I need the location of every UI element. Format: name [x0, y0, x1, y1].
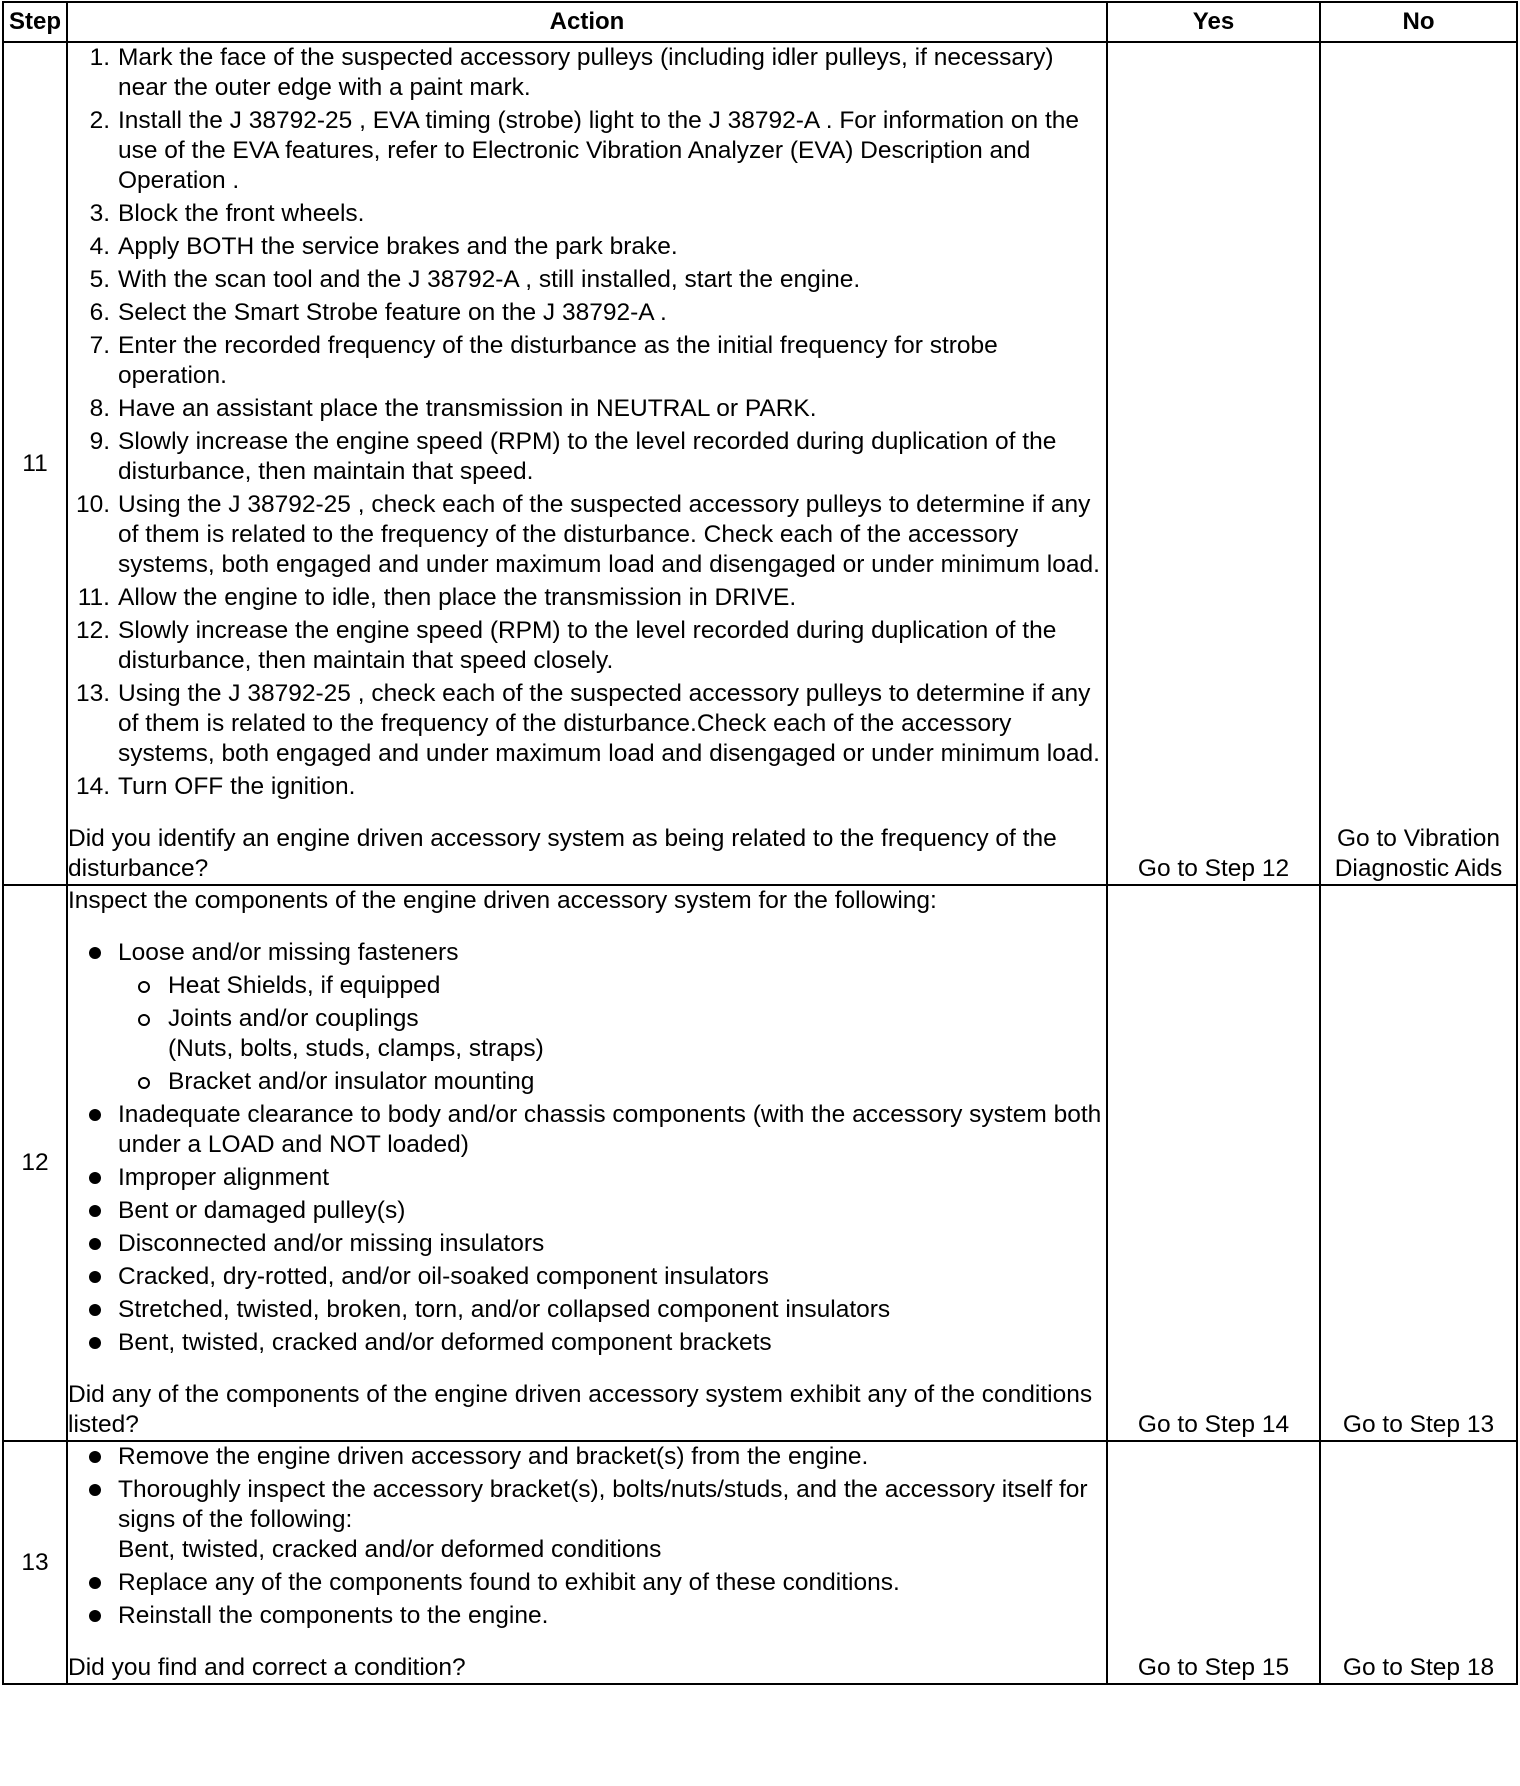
item-text: Inadequate clearance to body and/or chassis components (with the accessory system both under a LOAD and NOT loaded): [118, 1101, 1102, 1158]
action-cell: [67, 885, 1107, 1441]
item-text: Bracket and/or insulator mounting: [168, 1068, 535, 1095]
yes-result: Go to Step 14: [1107, 885, 1320, 1441]
item-text: Remove the engine driven accessory and bracket(s) from the engine.: [118, 1443, 869, 1470]
table-row: [3, 1441, 1517, 1684]
bullet-list: [68, 938, 1106, 1358]
item-text: Apply BOTH the service brakes and the park brake.: [118, 233, 678, 260]
item-text: Block the front wheels.: [118, 200, 365, 227]
action-cell: [67, 1441, 1107, 1684]
item-number: 5.: [89, 266, 110, 293]
item-text: Install the J 38792-25 , EVA timing (strobe) light to the J 38792-A . For information on the use of the EVA features, refer to Electronic Vibration Analyzer (EVA) Description and Operation .: [118, 107, 1080, 194]
item-number: 4.: [89, 233, 110, 260]
item-number: 10.: [75, 491, 110, 518]
list-item: [68, 43, 1106, 103]
item-text: Disconnected and/or missing insulators: [118, 1230, 545, 1257]
item-text: Improper alignment: [118, 1164, 330, 1191]
item-text: Stretched, twisted, broken, torn, and/or collapsed component insulators: [118, 1296, 891, 1323]
item-number: 6.: [89, 299, 110, 326]
list-item: [68, 427, 1106, 487]
intro-text: Inspect the components of the engine driven accessory system for the following:: [68, 887, 937, 914]
item-text: Using the J 38792-25 , check each of the suspected accessory pulleys to determine if any of them is related to the frequency of the disturbance. Check each of the accessory systems, both engaged and under maximum load and disengaged or under minimum load.: [118, 491, 1100, 578]
item-text: Bent, twisted, cracked and/or deformed component brackets: [118, 1329, 772, 1356]
header-action: Action: [67, 2, 1107, 42]
numbered-steps: [68, 43, 1106, 802]
item-text: Thoroughly inspect the accessory bracket(s), bolts/nuts/studs, and the accessory itself for signs of the following: Bent, twisted, cracked and/or deformed conditions: [118, 1476, 1088, 1563]
item-text: Select the Smart Strobe feature on the J 38792-A .: [118, 299, 667, 326]
list-item: [68, 583, 1106, 613]
header-row: [3, 2, 1517, 42]
item-text: Replace any of the components found to exhibit any of these conditions.: [118, 1569, 900, 1596]
step-number: 11: [3, 42, 67, 885]
list-item: [68, 938, 1106, 1097]
list-item: [68, 1229, 1106, 1259]
item-text: With the scan tool and the J 38792-A , still installed, start the engine.: [118, 266, 861, 293]
no-result: Go to Step 13: [1320, 885, 1517, 1441]
question-text: Did you identify an engine driven accessory system as being related to the frequency of the disturbance?: [68, 825, 1057, 882]
header-yes: Yes: [1107, 2, 1320, 42]
item-number: 12.: [75, 617, 110, 644]
list-item: [68, 331, 1106, 391]
yes-result: Go to Step 15: [1107, 1441, 1320, 1684]
item-number: 7.: [89, 332, 110, 359]
item-number: 11.: [77, 584, 110, 611]
item-number: 13.: [75, 680, 110, 707]
item-text: Slowly increase the engine speed (RPM) to the level recorded during duplication of the disturbance, then maintain that speed.: [118, 428, 1057, 485]
item-text: Slowly increase the engine speed (RPM) to the level recorded during duplication of the disturbance, then maintain that speed closely.: [118, 617, 1057, 674]
list-item: [68, 298, 1106, 328]
list-item: [68, 1196, 1106, 1226]
item-text: Using the J 38792-25 , check each of the suspected accessory pulleys to determine if any of them is related to the frequency of the disturbance.Check each of the accessory systems, both engaged and under maximum load and disengaged or under minimum load.: [118, 680, 1100, 767]
item-text: Have an assistant place the transmission in NEUTRAL or PARK.: [118, 395, 817, 422]
item-number: 2.: [89, 107, 110, 134]
item-number: 1.: [89, 44, 110, 71]
header-step: Step: [3, 2, 67, 42]
list-item: [68, 1328, 1106, 1358]
list-item: [68, 394, 1106, 424]
list-item: [68, 265, 1106, 295]
item-text: Cracked, dry-rotted, and/or oil-soaked component insulators: [118, 1263, 769, 1290]
no-result: Go to Vibration Diagnostic Aids: [1320, 42, 1517, 885]
list-item: [68, 772, 1106, 802]
diagnostic-table-container: [2, 1, 1518, 1685]
list-item: [68, 490, 1106, 580]
item-text: Joints and/or couplings (Nuts, bolts, studs, clamps, straps): [168, 1005, 544, 1062]
item-number: 9.: [89, 428, 110, 455]
item-text: Loose and/or missing fasteners: [118, 939, 459, 966]
item-number: 8.: [89, 395, 110, 422]
item-text: Bent or damaged pulley(s): [118, 1197, 406, 1224]
question-text: Did any of the components of the engine driven accessory system exhibit any of the conditions listed?: [68, 1381, 1093, 1438]
item-text: Turn OFF the ignition.: [118, 773, 356, 800]
list-item: [68, 616, 1106, 676]
list-item: [68, 679, 1106, 769]
item-text: Heat Shields, if equipped: [168, 972, 441, 999]
yes-result: Go to Step 12: [1107, 42, 1320, 885]
list-item: [68, 1100, 1106, 1160]
step-number: 12: [3, 885, 67, 1441]
list-item: [68, 1601, 1106, 1631]
item-number: 14.: [75, 773, 110, 800]
bullet-list: [68, 1442, 1106, 1631]
sub-list-item: [118, 971, 1106, 1001]
table-row: [3, 42, 1517, 885]
sub-list-item: [118, 1004, 1106, 1064]
sub-list-item: [118, 1067, 1106, 1097]
item-text: Mark the face of the suspected accessory pulleys (including idler pulleys, if necessary) near the outer edge with a paint mark.: [118, 44, 1054, 101]
list-item: [68, 1442, 1106, 1472]
list-item: [68, 232, 1106, 262]
table-row: [3, 885, 1517, 1441]
item-text: Allow the engine to idle, then place the transmission in DRIVE.: [118, 584, 797, 611]
sub-list: [118, 971, 1106, 1097]
action-cell: [67, 42, 1107, 885]
no-result: Go to Step 18: [1320, 1441, 1517, 1684]
item-text: Enter the recorded frequency of the disturbance as the initial frequency for strobe operation.: [118, 332, 998, 389]
step-number: 13: [3, 1441, 67, 1684]
list-item: [68, 199, 1106, 229]
item-number: 3.: [89, 200, 110, 227]
diagnostic-table: [2, 1, 1518, 1685]
item-text: Reinstall the components to the engine.: [118, 1602, 549, 1629]
list-item: [68, 1568, 1106, 1598]
list-item: [68, 1475, 1106, 1565]
list-item: [68, 1262, 1106, 1292]
question-text: Did you find and correct a condition?: [68, 1654, 466, 1681]
list-item: [68, 1295, 1106, 1325]
header-no: No: [1320, 2, 1517, 42]
list-item: [68, 1163, 1106, 1193]
list-item: [68, 106, 1106, 196]
